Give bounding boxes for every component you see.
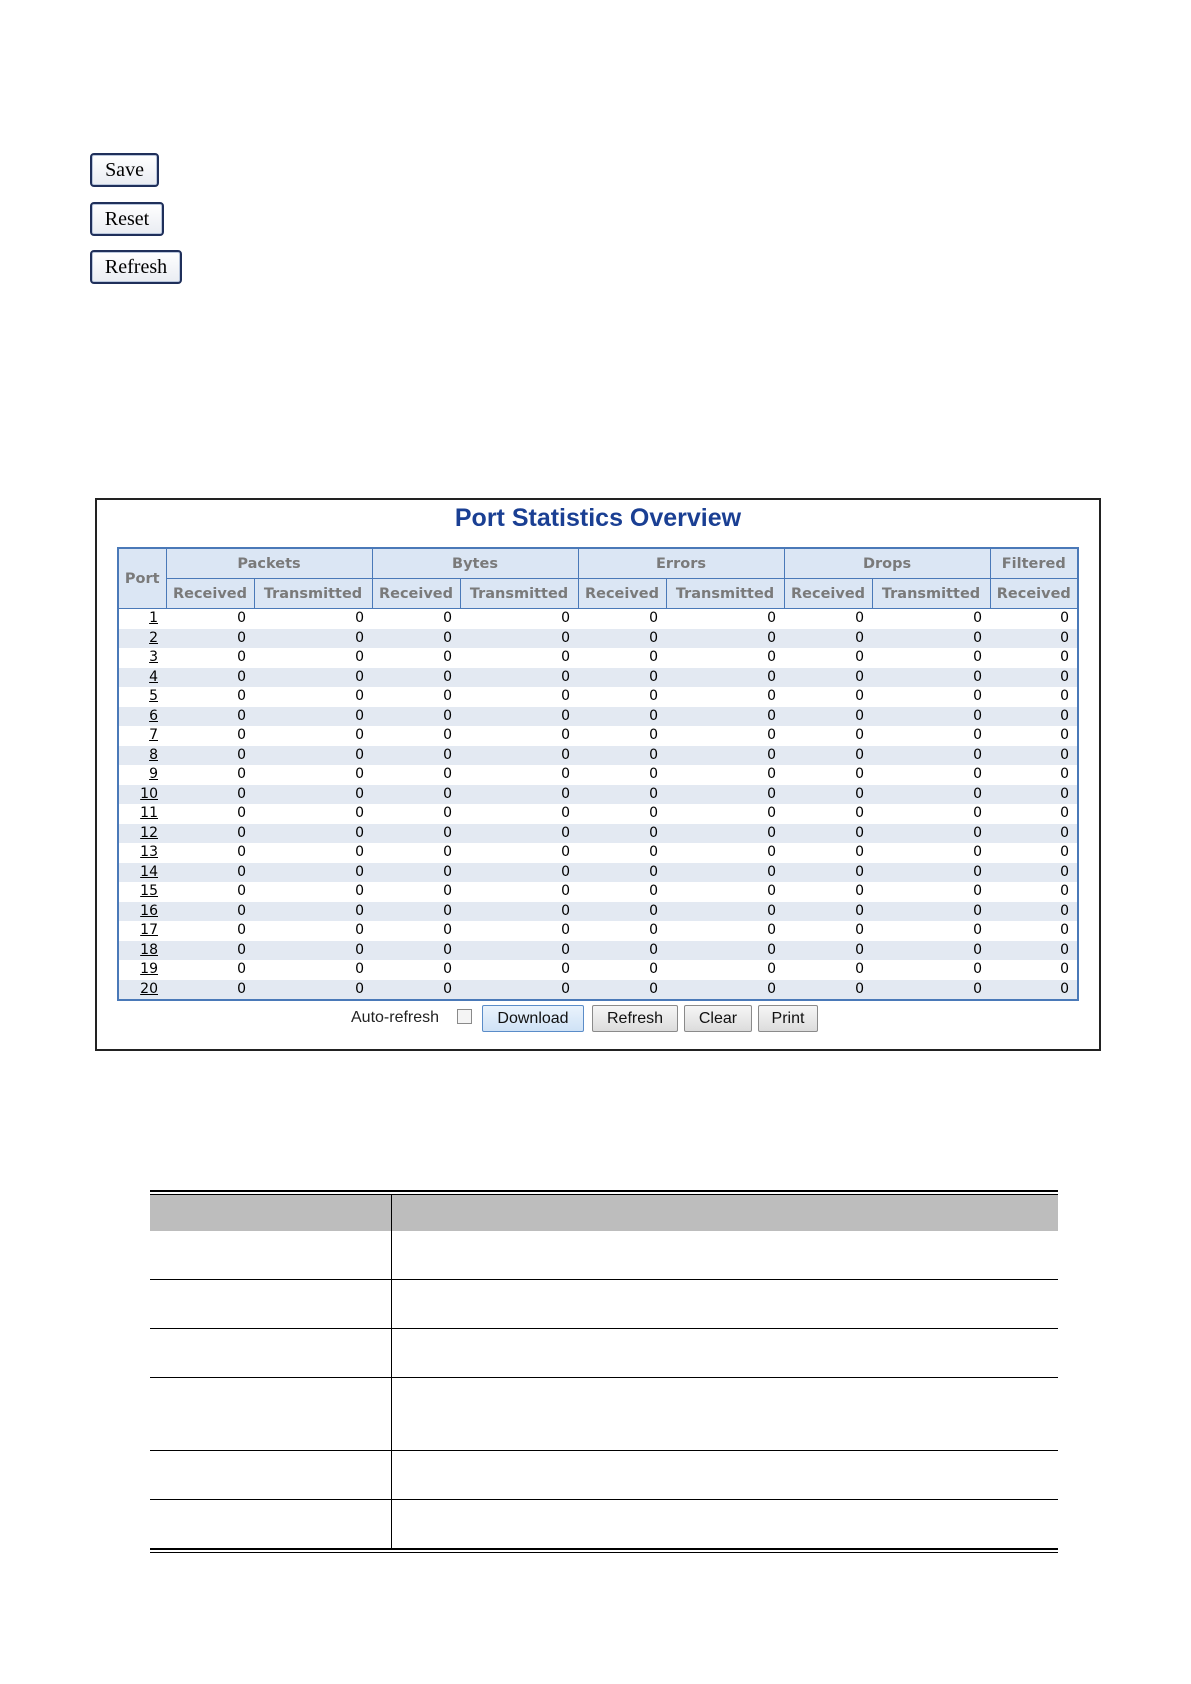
- value-cell: 0: [237, 727, 246, 743]
- panel-title: Port Statistics Overview: [454, 504, 742, 532]
- value-cell: 0: [460, 707, 578, 727]
- value-cell: 0: [355, 649, 364, 665]
- value-cell: 0: [372, 668, 460, 688]
- port-cell: [118, 960, 166, 980]
- table-row: [118, 843, 1078, 863]
- description-row: [150, 1231, 1058, 1280]
- port-cell: [118, 629, 166, 649]
- value-cell: 0: [649, 805, 658, 821]
- value-cell: 0: [166, 746, 254, 766]
- port-statistics-table: [117, 547, 1079, 1001]
- value-cell: 0: [784, 980, 872, 1001]
- table-row: [118, 824, 1078, 844]
- table-row: [118, 648, 1078, 668]
- table-row: [118, 941, 1078, 961]
- value-cell: 0: [460, 746, 578, 766]
- port-cell: [118, 804, 166, 824]
- table-row: [118, 902, 1078, 922]
- value-cell: 0: [254, 980, 372, 1001]
- value-cell: 0: [460, 980, 578, 1001]
- value-cell: 0: [649, 883, 658, 899]
- value-cell: 0: [990, 941, 1078, 961]
- value-cell: 0: [578, 980, 666, 1001]
- value-cell: 0: [649, 766, 658, 782]
- value-cell: 0: [855, 727, 865, 743]
- value-cell: 0: [784, 668, 872, 688]
- value-cell: 0: [237, 805, 246, 821]
- value-cell: 0: [237, 883, 246, 899]
- divider: [150, 1552, 1058, 1553]
- value-cell: 0: [973, 844, 983, 860]
- value-cell: 0: [355, 766, 364, 782]
- value-cell: 0: [973, 883, 983, 899]
- value-cell: 0: [355, 961, 364, 977]
- print-button[interactable]: Print: [758, 1005, 818, 1032]
- value-cell: 0: [649, 922, 658, 938]
- value-cell: 0: [767, 844, 777, 860]
- value-cell: 0: [460, 668, 578, 688]
- group-header: Drops: [784, 548, 990, 579]
- auto-refresh-checkbox[interactable]: [457, 1009, 472, 1024]
- value-cell: 0: [372, 941, 460, 961]
- value-cell: 0: [355, 844, 364, 860]
- port-link[interactable]: 7: [149, 727, 158, 743]
- port-link[interactable]: 9: [149, 766, 158, 782]
- port-cell: [118, 921, 166, 941]
- table-row: [118, 863, 1078, 883]
- value-cell: 0: [1060, 883, 1070, 899]
- group-header: Bytes: [372, 548, 578, 579]
- value-cell: 0: [561, 610, 570, 626]
- value-cell: 0: [784, 746, 872, 766]
- port-link[interactable]: 20: [140, 980, 158, 997]
- table-row: [118, 668, 1078, 688]
- port-link[interactable]: 13: [140, 844, 158, 860]
- value-cell: 0: [254, 707, 372, 727]
- value-cell: 0: [561, 805, 570, 821]
- value-cell: 0: [166, 824, 254, 844]
- subheader-received: Received: [784, 579, 872, 609]
- value-cell: 0: [254, 746, 372, 766]
- value-cell: 0: [443, 610, 452, 626]
- table-row: [118, 609, 1078, 629]
- value-cell: 0: [649, 961, 658, 977]
- value-cell: 0: [990, 629, 1078, 649]
- port-link[interactable]: 5: [149, 688, 158, 704]
- port-link[interactable]: 11: [140, 805, 158, 821]
- value-cell: 0: [166, 902, 254, 922]
- subheader-transmitted: Transmitted: [666, 579, 784, 609]
- table-row: [118, 629, 1078, 649]
- value-cell: 0: [973, 727, 983, 743]
- value-cell: 0: [561, 844, 570, 860]
- subheader-received: Received: [372, 579, 460, 609]
- subheader-transmitted: Transmitted: [872, 579, 990, 609]
- port-cell: [118, 765, 166, 785]
- value-cell: 0: [460, 863, 578, 883]
- value-cell: 0: [666, 668, 784, 688]
- value-cell: 0: [355, 922, 364, 938]
- value-cell: 0: [443, 727, 452, 743]
- value-cell: 0: [872, 824, 990, 844]
- divider: [150, 1190, 1058, 1192]
- value-cell: 0: [166, 629, 254, 649]
- value-cell: 0: [855, 883, 865, 899]
- value-cell: 0: [355, 883, 364, 899]
- value-cell: 0: [855, 961, 865, 977]
- port-cell: [118, 648, 166, 668]
- value-cell: 0: [1060, 688, 1070, 704]
- value-cell: 0: [372, 746, 460, 766]
- value-cell: 0: [767, 961, 777, 977]
- value-cell: 0: [767, 766, 777, 782]
- value-cell: 0: [578, 785, 666, 805]
- value-cell: 0: [237, 610, 246, 626]
- port-header: Port: [118, 548, 166, 609]
- value-cell: 0: [460, 941, 578, 961]
- value-cell: 0: [649, 610, 658, 626]
- value-cell: 0: [872, 980, 990, 1001]
- value-cell: 0: [578, 707, 666, 727]
- value-cell: 0: [649, 649, 658, 665]
- value-cell: 0: [561, 922, 570, 938]
- table-row: [118, 960, 1078, 980]
- value-cell: 0: [1060, 805, 1070, 821]
- value-cell: 0: [784, 707, 872, 727]
- value-cell: 0: [372, 902, 460, 922]
- value-cell: 0: [973, 610, 983, 626]
- table-row: [118, 882, 1078, 902]
- table-row: [118, 921, 1078, 941]
- value-cell: 0: [767, 727, 777, 743]
- value-cell: 0: [973, 805, 983, 821]
- value-cell: 0: [237, 922, 246, 938]
- description-row: [150, 1280, 1058, 1329]
- port-cell: [118, 980, 166, 1001]
- value-cell: 0: [1060, 766, 1070, 782]
- value-cell: 0: [578, 863, 666, 883]
- value-cell: 0: [578, 746, 666, 766]
- subheader-received: Received: [166, 579, 254, 609]
- value-cell: 0: [237, 766, 246, 782]
- value-cell: 0: [666, 980, 784, 1001]
- value-cell: 0: [767, 922, 777, 938]
- table-controls: [97, 1005, 1099, 1033]
- value-cell: 0: [767, 688, 777, 704]
- table-row: [118, 765, 1078, 785]
- port-cell: [118, 863, 166, 883]
- value-cell: 0: [973, 766, 983, 782]
- value-cell: 0: [443, 883, 452, 899]
- value-cell: 0: [1060, 844, 1070, 860]
- table-row: [118, 707, 1078, 727]
- value-cell: 0: [372, 824, 460, 844]
- value-cell: 0: [784, 629, 872, 649]
- value-cell: 0: [166, 785, 254, 805]
- value-cell: 0: [990, 824, 1078, 844]
- value-cell: 0: [872, 941, 990, 961]
- value-cell: 0: [372, 707, 460, 727]
- value-cell: 0: [561, 688, 570, 704]
- value-cell: 0: [855, 766, 865, 782]
- clear-button[interactable]: Clear: [684, 1005, 752, 1032]
- value-cell: 0: [784, 863, 872, 883]
- value-cell: 0: [578, 668, 666, 688]
- port-cell: [118, 843, 166, 863]
- value-cell: 0: [254, 824, 372, 844]
- port-cell: [118, 882, 166, 902]
- value-cell: 0: [1060, 610, 1070, 626]
- value-cell: 0: [784, 785, 872, 805]
- value-cell: 0: [443, 844, 452, 860]
- subheader-transmitted: Transmitted: [254, 579, 372, 609]
- value-cell: 0: [460, 629, 578, 649]
- value-cell: 0: [973, 961, 983, 977]
- group-header: Errors: [578, 548, 784, 579]
- auto-refresh-label: Auto-refresh: [351, 1009, 440, 1026]
- value-cell: 0: [649, 688, 658, 704]
- subheader-received: Received: [990, 579, 1078, 609]
- value-cell: 0: [372, 980, 460, 1001]
- value-cell: 0: [666, 824, 784, 844]
- group-header: Filtered: [990, 548, 1078, 579]
- value-cell: 0: [237, 649, 246, 665]
- value-cell: 0: [254, 785, 372, 805]
- value-cell: 0: [784, 941, 872, 961]
- port-cell: [118, 668, 166, 688]
- port-statistics-panel: [95, 498, 1101, 1051]
- table-row: [118, 746, 1078, 766]
- table-row: [118, 726, 1078, 746]
- subheader-received: Received: [578, 579, 666, 609]
- value-cell: 0: [855, 922, 865, 938]
- value-cell: 0: [578, 629, 666, 649]
- value-cell: 0: [355, 688, 364, 704]
- value-cell: 0: [254, 863, 372, 883]
- value-cell: 0: [561, 961, 570, 977]
- refresh-button[interactable]: Refresh: [90, 250, 182, 284]
- port-link[interactable]: 15: [140, 883, 158, 899]
- value-cell: 0: [990, 785, 1078, 805]
- value-cell: 0: [460, 824, 578, 844]
- value-cell: 0: [254, 902, 372, 922]
- port-link[interactable]: 17: [140, 922, 158, 938]
- value-cell: 0: [237, 844, 246, 860]
- description-table: [150, 1190, 1058, 1553]
- port-link[interactable]: 4: [149, 668, 158, 685]
- value-cell: 0: [666, 863, 784, 883]
- port-link[interactable]: 2: [149, 629, 158, 646]
- value-cell: 0: [666, 902, 784, 922]
- port-link[interactable]: 18: [140, 941, 158, 958]
- description-table-header: [150, 1195, 1058, 1231]
- table-row: [118, 687, 1078, 707]
- value-cell: 0: [855, 649, 865, 665]
- port-link[interactable]: 10: [140, 785, 158, 802]
- value-cell: 0: [872, 863, 990, 883]
- description-row: [150, 1329, 1058, 1378]
- value-cell: 0: [784, 824, 872, 844]
- port-link[interactable]: 8: [149, 746, 158, 763]
- value-cell: 0: [443, 688, 452, 704]
- port-cell: [118, 824, 166, 844]
- port-link[interactable]: 1: [149, 610, 158, 626]
- value-cell: 0: [1060, 649, 1070, 665]
- value-cell: 0: [254, 668, 372, 688]
- value-cell: 0: [990, 668, 1078, 688]
- divider: [150, 1548, 1058, 1550]
- value-cell: 0: [460, 902, 578, 922]
- value-cell: 0: [254, 941, 372, 961]
- value-cell: 0: [561, 766, 570, 782]
- table-row: [118, 804, 1078, 824]
- description-row: [150, 1500, 1058, 1548]
- table-row: [118, 980, 1078, 1001]
- value-cell: 0: [166, 941, 254, 961]
- value-cell: 0: [372, 863, 460, 883]
- value-cell: 0: [443, 961, 452, 977]
- value-cell: 0: [855, 688, 865, 704]
- value-cell: 0: [254, 629, 372, 649]
- port-cell: [118, 941, 166, 961]
- subheader-transmitted: Transmitted: [460, 579, 578, 609]
- download-button[interactable]: Download: [482, 1005, 584, 1032]
- value-cell: 0: [666, 746, 784, 766]
- value-cell: 0: [355, 610, 364, 626]
- value-cell: 0: [372, 785, 460, 805]
- value-cell: 0: [1060, 922, 1070, 938]
- value-cell: 0: [872, 707, 990, 727]
- value-cell: 0: [767, 883, 777, 899]
- save-button[interactable]: Save: [90, 153, 159, 187]
- group-header: Packets: [166, 548, 372, 579]
- reset-button[interactable]: Reset: [90, 202, 164, 236]
- value-cell: 0: [578, 941, 666, 961]
- value-cell: 0: [443, 805, 452, 821]
- port-cell: [118, 746, 166, 766]
- value-cell: 0: [872, 668, 990, 688]
- value-cell: 0: [990, 980, 1078, 1001]
- value-cell: 0: [166, 707, 254, 727]
- value-cell: 0: [666, 941, 784, 961]
- value-cell: 0: [973, 688, 983, 704]
- port-cell: [118, 687, 166, 707]
- value-cell: 0: [990, 863, 1078, 883]
- port-link[interactable]: 16: [140, 902, 158, 919]
- value-cell: 0: [666, 707, 784, 727]
- value-cell: 0: [649, 844, 658, 860]
- port-cell: [118, 902, 166, 922]
- value-cell: 0: [355, 805, 364, 821]
- value-cell: 0: [578, 902, 666, 922]
- value-cell: 0: [561, 883, 570, 899]
- value-cell: 0: [166, 980, 254, 1001]
- value-cell: 0: [767, 649, 777, 665]
- description-row: [150, 1451, 1058, 1500]
- value-cell: 0: [237, 688, 246, 704]
- value-cell: 0: [973, 649, 983, 665]
- value-cell: 0: [872, 785, 990, 805]
- port-cell: [118, 707, 166, 727]
- value-cell: 0: [166, 668, 254, 688]
- port-link[interactable]: 6: [149, 707, 158, 724]
- value-cell: 0: [443, 922, 452, 938]
- value-cell: 0: [855, 844, 865, 860]
- table-row: [118, 785, 1078, 805]
- port-cell: [118, 785, 166, 805]
- port-link[interactable]: 3: [149, 649, 158, 665]
- port-link[interactable]: 19: [140, 961, 158, 977]
- port-cell: [118, 726, 166, 746]
- value-cell: 0: [166, 863, 254, 883]
- value-cell: 0: [990, 746, 1078, 766]
- value-cell: 0: [649, 727, 658, 743]
- value-cell: 0: [1060, 961, 1070, 977]
- value-cell: 0: [372, 629, 460, 649]
- value-cell: 0: [872, 902, 990, 922]
- value-cell: 0: [990, 902, 1078, 922]
- value-cell: 0: [443, 766, 452, 782]
- value-cell: 0: [990, 707, 1078, 727]
- value-cell: 0: [460, 785, 578, 805]
- value-cell: 0: [767, 805, 777, 821]
- value-cell: 0: [237, 961, 246, 977]
- port-link[interactable]: 14: [140, 863, 158, 880]
- value-cell: 0: [767, 610, 777, 626]
- port-cell: [118, 609, 166, 629]
- value-cell: 0: [1060, 727, 1070, 743]
- value-cell: 0: [355, 727, 364, 743]
- port-link[interactable]: 12: [140, 824, 158, 841]
- value-cell: 0: [855, 805, 865, 821]
- value-cell: 0: [443, 649, 452, 665]
- value-cell: 0: [973, 922, 983, 938]
- value-cell: 0: [561, 649, 570, 665]
- value-cell: 0: [666, 785, 784, 805]
- value-cell: 0: [855, 610, 865, 626]
- value-cell: 0: [872, 746, 990, 766]
- value-cell: 0: [561, 727, 570, 743]
- value-cell: 0: [578, 824, 666, 844]
- description-row: [150, 1378, 1058, 1451]
- value-cell: 0: [784, 902, 872, 922]
- value-cell: 0: [666, 629, 784, 649]
- value-cell: 0: [872, 629, 990, 649]
- table-refresh-button[interactable]: Refresh: [592, 1005, 678, 1032]
